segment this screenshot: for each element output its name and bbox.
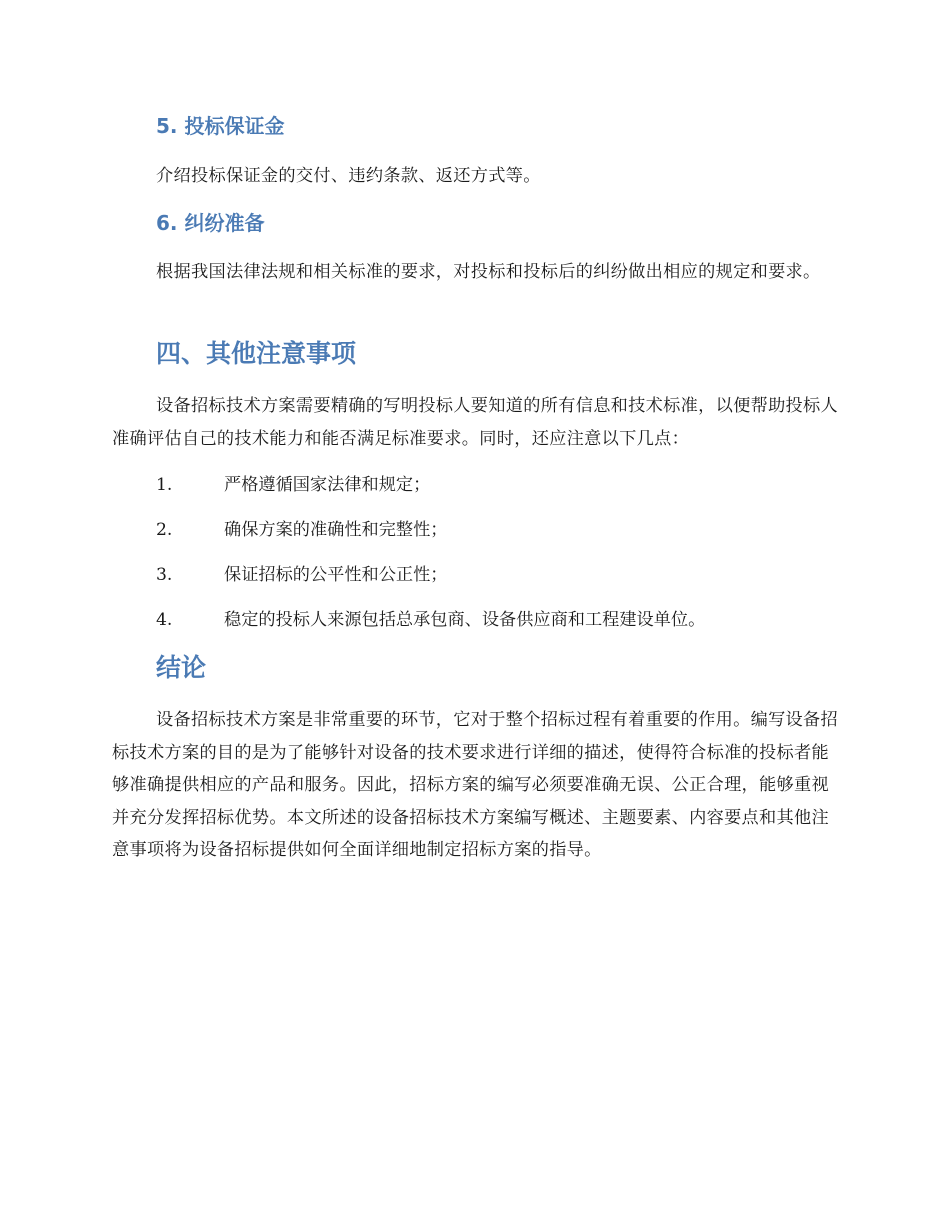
list-item-text: 稳定的投标人来源包括总承包商、设备供应商和工程建设单位。 (224, 610, 706, 630)
heading-dispute: 6. 纠纷准备 (156, 211, 265, 235)
paragraph-dispute: 根据我国法律法规和相关标准的要求，对投标和投标后的纠纷做出相应的规定和要求。 (156, 262, 821, 282)
list-item (156, 472, 836, 498)
list-item-number: 4. (156, 610, 173, 630)
paragraph-notes: 设备招标技术方案需要精确的写明投标人要知道的所有信息和技术标准，以便帮助投标人准确评估自己的技术能力和能否满足标准要求。同时，还应注意以下几点： (112, 396, 839, 449)
list-item (156, 607, 836, 633)
list-item-number: 2. (156, 520, 173, 540)
list-item-text: 严格遵循国家法律和规定； (224, 475, 431, 495)
heading-deposit: 5. 投标保证金 (156, 114, 285, 138)
heading-notes: 四、其他注意事项 (156, 339, 357, 368)
list-item-number: 3. (156, 565, 173, 585)
paragraph-deposit: 介绍投标保证金的交付、违约条款、返还方式等。 (156, 166, 541, 186)
heading-conclusion: 结论 (156, 653, 207, 682)
list-item-text: 确保方案的准确性和完整性； (224, 520, 448, 540)
list-item (156, 517, 836, 543)
list-item-text: 保证招标的公平性和公正性； (224, 565, 448, 585)
list-item (156, 562, 836, 588)
list-item-number: 1. (156, 475, 173, 495)
paragraph-conclusion: 设备招标技术方案是非常重要的环节，它对于整个招标过程有着重要的作用。编写设备招标技术方案的目的是为了能够针对设备的技术要求进行详细的描述，使得符合标准的投标者能够准确提供相应的产品和服务。因此，招标方案的编写必须要准确无误、公正合理，能够重视并充分发挥招标优势。本文所述的设备招标技术方案编写概述、主题要素、内容要点和其他注意事项将为设备招标提供如何全面详细地制定招标方案的指导。 (112, 710, 839, 860)
